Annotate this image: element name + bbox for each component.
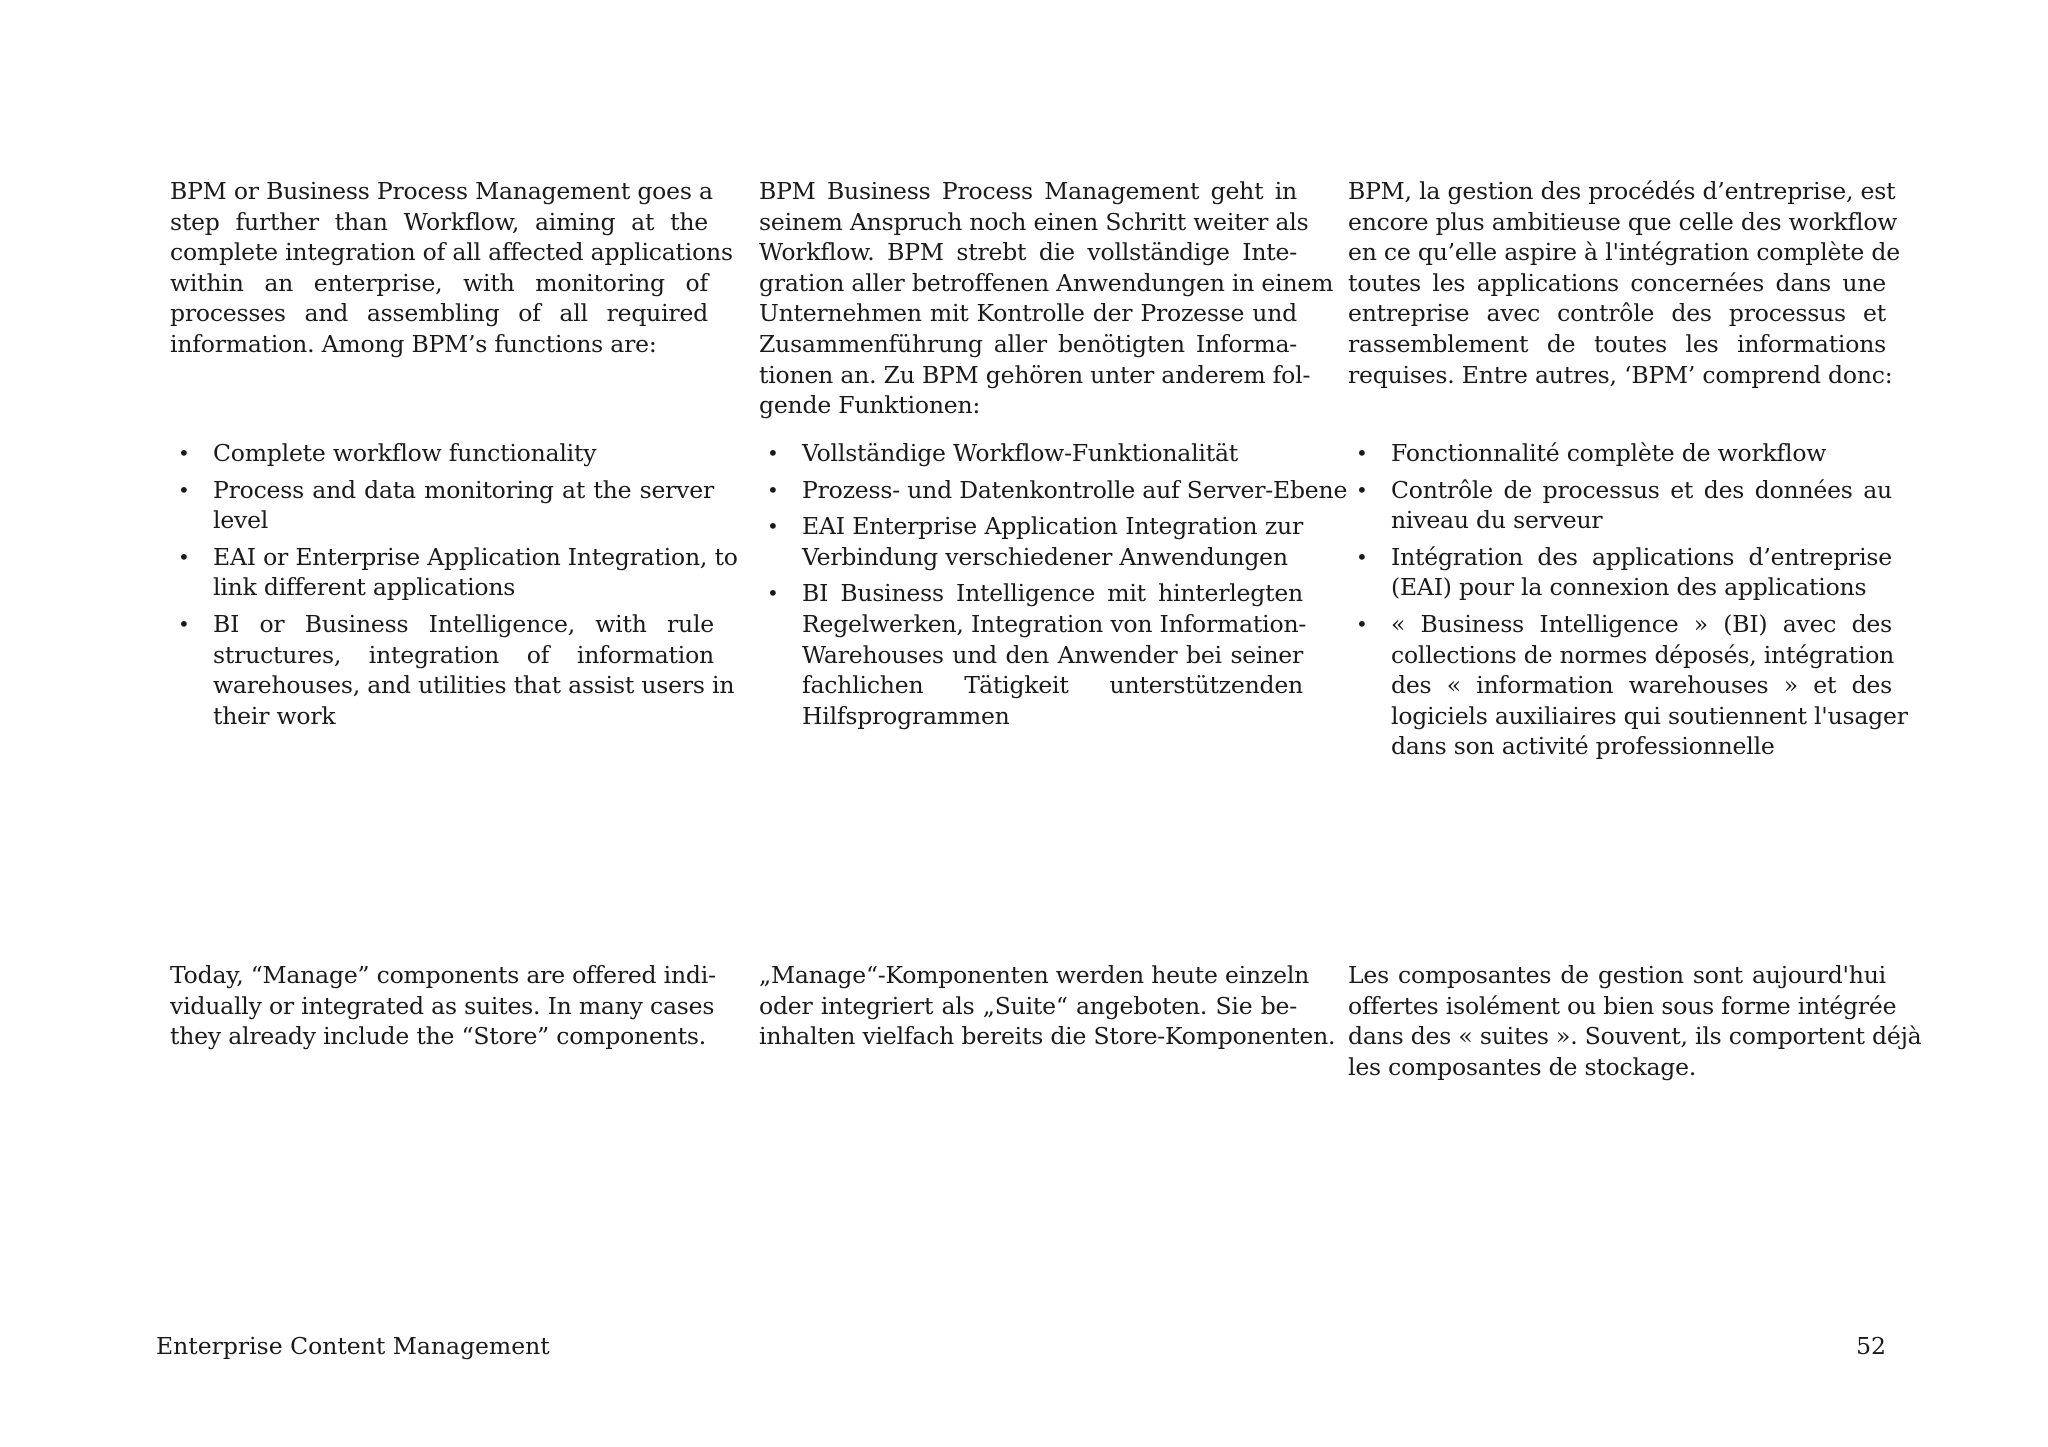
list-item — [170, 475, 714, 536]
bullet-icon: • — [1356, 441, 1368, 465]
list-item — [170, 609, 735, 731]
bullet-icon: • — [1356, 544, 1368, 569]
text-line: Complete workflow functionality — [213, 439, 597, 467]
bullet-icon: • — [1356, 477, 1368, 502]
text-line: des « information warehouses » et des — [1391, 671, 1892, 700]
text-line: seinem Anspruch noch einen Schritt weiter als — [759, 207, 1309, 236]
text-line: niveau du serveur — [1391, 506, 1603, 535]
text-line: « Business Intelligence » (BI) avec des — [1391, 609, 1892, 638]
text-line: rassemblement de toutes les informations — [1348, 329, 1886, 358]
text-line: BPM Business Process Management geht in — [759, 177, 1297, 205]
text-line: en ce qu’elle aspire à l'intégration complète de — [1348, 238, 1900, 267]
text-line: link different applications — [213, 573, 516, 602]
text-line: les composantes de stockage. — [1348, 1052, 1697, 1081]
closing-paragraph — [759, 960, 1336, 1052]
page-number: 52 — [1856, 1332, 1886, 1360]
bullet-icon: • — [767, 477, 779, 502]
text-line: structures, integration of information — [213, 640, 714, 669]
text-line: encore plus ambitieuse que celle des workflow — [1348, 207, 1898, 236]
bullet-icon: • — [1356, 611, 1368, 636]
closing-paragraph — [170, 960, 716, 1052]
intro-paragraph — [759, 176, 1334, 421]
bullet-icon: • — [767, 441, 779, 465]
bullet-list — [170, 438, 738, 737]
intro-paragraph — [170, 176, 733, 360]
text-line: they already include the “Store” components. — [170, 1022, 707, 1051]
text-line: step further than Workflow, aiming at the — [170, 207, 708, 236]
text-line: oder integriert als „Suite“ angeboten. Sie be- — [759, 991, 1297, 1020]
text-line: Les composantes de gestion sont aujourd'hui — [1348, 961, 1886, 989]
text-line: Today, “Manage” components are offered indi- — [170, 961, 716, 989]
text-line: dans des « suites ». Souvent, ils comportent déjà — [1348, 1022, 1922, 1051]
text-line: collections de normes déposés, intégration — [1391, 640, 1895, 669]
bullet-list — [759, 438, 1348, 737]
bullet-icon: • — [178, 441, 190, 465]
list-item — [1348, 438, 1892, 469]
text-line: gende Funktionen: — [759, 391, 981, 420]
text-line: Intégration des applications d’entreprise — [1391, 542, 1892, 571]
text-line: Vollständige Workflow-Funktionalität — [802, 439, 1239, 467]
text-line: fachlichen Tätigkeit unterstützenden — [802, 671, 1303, 700]
text-line: EAI Enterprise Application Integration zur — [802, 512, 1303, 541]
text-line: Warehouses und den Anwender bei seiner — [802, 640, 1303, 669]
text-line: complete integration of all affected applications — [170, 238, 733, 267]
bullet-icon: • — [178, 477, 190, 502]
text-line: requises. Entre autres, ‘BPM’ comprend donc: — [1348, 360, 1893, 389]
list-item — [170, 542, 738, 603]
text-line: information. Among BPM’s functions are: — [170, 329, 657, 358]
text-line: gration aller betroffenen Anwendungen in einem — [759, 268, 1334, 297]
bullet-icon: • — [767, 581, 779, 606]
list-item — [170, 438, 714, 469]
text-line: inhalten vielfach bereits die Store-Komponenten. — [759, 1022, 1336, 1051]
text-line: Contrôle de processus et des données au — [1391, 475, 1892, 504]
text-line: vidually or integrated as suites. In many cases — [170, 991, 715, 1020]
text-line: Process and data monitoring at the server — [213, 475, 714, 504]
footer-title: Enterprise Content Management — [156, 1332, 550, 1360]
text-line: Fonctionnalité complète de workflow — [1391, 439, 1827, 467]
bullet-icon: • — [178, 544, 190, 569]
list-item — [1348, 609, 1908, 762]
bullet-list — [1348, 438, 1908, 768]
text-line: (EAI) pour la connexion des applications — [1391, 573, 1867, 602]
text-line: Prozess- und Datenkontrolle auf Server-Ebene — [802, 475, 1348, 504]
text-line: offertes isolément ou bien sous forme intégrée — [1348, 991, 1897, 1020]
text-line: warehouses, and utilities that assist users in — [213, 671, 735, 700]
text-line: level — [213, 506, 269, 535]
text-line: Workflow. BPM strebt die vollständige Inte- — [759, 238, 1297, 267]
text-line: BPM or Business Process Management goes a — [170, 177, 713, 205]
text-line: Hilfsprogrammen — [802, 701, 1010, 730]
text-line: Zusammenführung aller benötigten Informa- — [759, 329, 1297, 358]
text-line: tionen an. Zu BPM gehören unter anderem fol- — [759, 360, 1311, 389]
text-line: EAI or Enterprise Application Integration, to — [213, 542, 738, 571]
bullet-icon: • — [767, 514, 779, 539]
text-line: „Manage“-Komponenten werden heute einzeln — [759, 961, 1310, 989]
text-line: logiciels auxiliaires qui soutiennent l'usager — [1391, 701, 1908, 730]
text-line: Regelwerken, Integration von Information- — [802, 609, 1307, 638]
text-line: Unternehmen mit Kontrolle der Prozesse und — [759, 299, 1297, 328]
intro-paragraph — [1348, 176, 1900, 390]
list-item — [759, 511, 1303, 572]
closing-paragraph — [1348, 960, 1922, 1082]
text-line: BI or Business Intelligence, with rule — [213, 609, 714, 638]
text-line: Verbindung verschiedener Anwendungen — [802, 542, 1288, 571]
bullet-icon: • — [178, 611, 190, 636]
text-line: BPM, la gestion des procédés d’entreprise, est — [1348, 177, 1896, 205]
list-item — [1348, 475, 1892, 536]
text-line: dans son activité professionnelle — [1391, 732, 1775, 761]
text-line: toutes les applications concernées dans une — [1348, 268, 1886, 297]
text-line: entreprise avec contrôle des processus et — [1348, 299, 1886, 328]
text-line: processes and assembling of all required — [170, 299, 708, 328]
list-item — [759, 578, 1307, 731]
text-line: their work — [213, 701, 336, 730]
list-item — [1348, 542, 1892, 603]
text-line: BI Business Intelligence mit hinterlegten — [802, 579, 1303, 608]
text-line: within an enterprise, with monitoring of — [170, 268, 708, 297]
list-item — [759, 475, 1348, 506]
list-item — [759, 438, 1303, 469]
